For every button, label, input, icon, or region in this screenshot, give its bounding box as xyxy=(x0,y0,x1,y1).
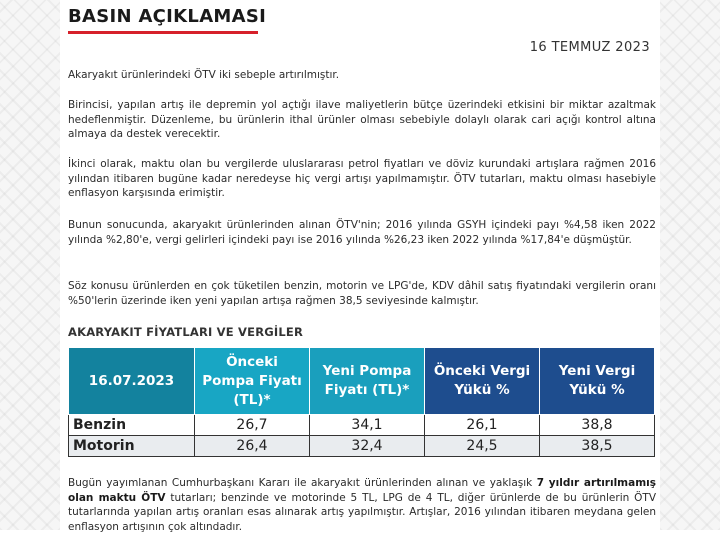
background-pattern-right xyxy=(660,0,720,530)
cell-prev-price: 26,7 xyxy=(195,415,310,436)
cell-prev-price: 26,4 xyxy=(195,436,310,457)
press-release-page xyxy=(62,0,658,533)
row-name: Motorin xyxy=(69,436,195,457)
cell-prev-tax: 26,1 xyxy=(425,415,540,436)
header-new-tax: Yeni Vergi Yükü % xyxy=(540,348,655,415)
release-date: 16 TEMMUZ 2023 xyxy=(529,40,650,55)
cell-new-tax: 38,5 xyxy=(540,436,655,457)
background-pattern-left xyxy=(0,0,60,530)
header-date: 16.07.2023 xyxy=(69,348,195,415)
paragraph-second-reason: İkinci olarak, maktu olan bu vergilerde uluslararası petrol fiyatları ve döviz kurundaki artışlara rağmen 2016 yılından itibaren bugüne kadar neredeyse hiç vergi artışı yapılmamıştır. ÖTV tutarları, maktu olması hasebiyle enflasyon karşısında erimiştir. xyxy=(68,158,656,200)
cell-prev-tax: 24,5 xyxy=(425,436,540,457)
fuel-price-table xyxy=(68,347,655,457)
header-prev-price: Önceki Pompa Fiyatı (TL)* xyxy=(195,348,310,415)
paragraph-first-reason: Birincisi, yapılan artış ile depremin yol açtığı ilave maliyetlerin bütçe üzerindeki etkisini bir miktar azaltmak hedeflenmiştir. Düzenleme, bu ürünlerin ithal ürünler olması sebebiyle dolaylı olarak cari açığı kontrol altına almaya da destek verecektir. xyxy=(68,99,656,141)
cell-new-price: 32,4 xyxy=(310,436,425,457)
decree-text-emphasis: 7 yıldır artırılmamış olan maktu ÖTV xyxy=(68,477,656,504)
decree-text-start: Bugün yayımlanan Cumhurbaşkanı Kararı ile akaryakıt ürünlerinden alınan ve yaklaşık xyxy=(68,477,537,489)
table-header-row xyxy=(69,348,655,415)
page-title: BASIN AÇIKLAMASI xyxy=(68,6,267,27)
header-new-price: Yeni Pompa Fiyatı (TL)* xyxy=(310,348,425,415)
cell-new-price: 34,1 xyxy=(310,415,425,436)
table-row-benzin xyxy=(69,415,655,436)
cell-new-tax: 38,8 xyxy=(540,415,655,436)
paragraph-intro: Akaryakıt ürünlerindeki ÖTV iki sebeple artırılmıştır. xyxy=(68,69,340,81)
title-underline xyxy=(68,31,258,34)
table-section-title: AKARYAKIT FİYATLARI VE VERGİLER xyxy=(68,325,304,339)
paragraph-decree xyxy=(68,476,656,534)
paragraph-tax-ratio: Söz konusu ürünlerden en çok tüketilen benzin, motorin ve LPG'de, KDV dâhil satış fiyatındaki vergilerin oranı %50'lerin üzerinde iken yeni yapılan artışa rağmen 38,5 seviyesinde kalmıştır. xyxy=(68,280,656,307)
table-row-motorin xyxy=(69,436,655,457)
decree-text-end: tutarları; benzinde ve motorinde 5 TL, LPG de 4 TL, diğer ürünlerde de bu ürünlerin ÖTV tutarlarında yapılan artış oranları esas alınarak artış yapılmıştır. Artışlar, 2016 yılından itibaren meydana gelen enflasyon artışının çok altındadır. xyxy=(68,491,657,533)
row-name: Benzin xyxy=(69,415,195,436)
header-prev-tax: Önceki Vergi Yükü % xyxy=(425,348,540,415)
paragraph-result: Bunun sonucunda, akaryakıt ürünlerinden alınan ÖTV'nin; 2016 yılında GSYH içindeki payı %4,58 iken 2022 yılında %2,80'e, vergi gelirleri içindeki payı ise 2016 yılında %26,23 iken 2022 yılında %17,84'e düşmüştür. xyxy=(68,219,656,246)
